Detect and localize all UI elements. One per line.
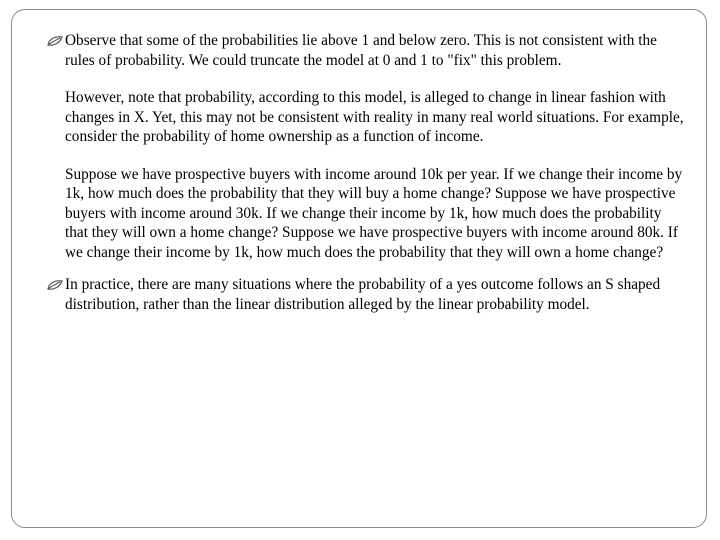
paragraph-text: However, note that probability, according to this model, is alleged to change in linear fashion with changes in X. Yet, this may not be consistent with reality in many real world situations. For example, consider the probability of home ownership as a function of income. (65, 89, 684, 145)
bullet-text: Observe that some of the probabilities lie above 1 and below zero. This is not consistent with the rules of probability. We could truncate the model at 0 and 1 to "fix" this problem. (65, 32, 657, 69)
bullet-text: In practice, there are many situations where the probability of a yes outcome follows an S shaped distribution, rather than the linear distribution alleged by the linear probability model. (65, 276, 661, 313)
bullet-item (46, 31, 686, 70)
bullet-item (46, 275, 686, 314)
paragraph-text: Suppose we have prospective buyers with income around 10k per year. If we change their income by 1k, how much does the probability that they will buy a home change? Suppose we have prospective buyers with income around 30k. If we change their income by 1k, how much does the probability that they will own a home change? Suppose we have prospective buyers with income around 80k. If we change their income by 1k, how much does the probability that they will own a home change? (65, 165, 683, 261)
slide-content (46, 31, 686, 314)
leaf-bullet-icon (46, 31, 63, 50)
paragraph (46, 165, 686, 263)
leaf-bullet-icon (46, 275, 63, 294)
paragraph (46, 88, 686, 147)
